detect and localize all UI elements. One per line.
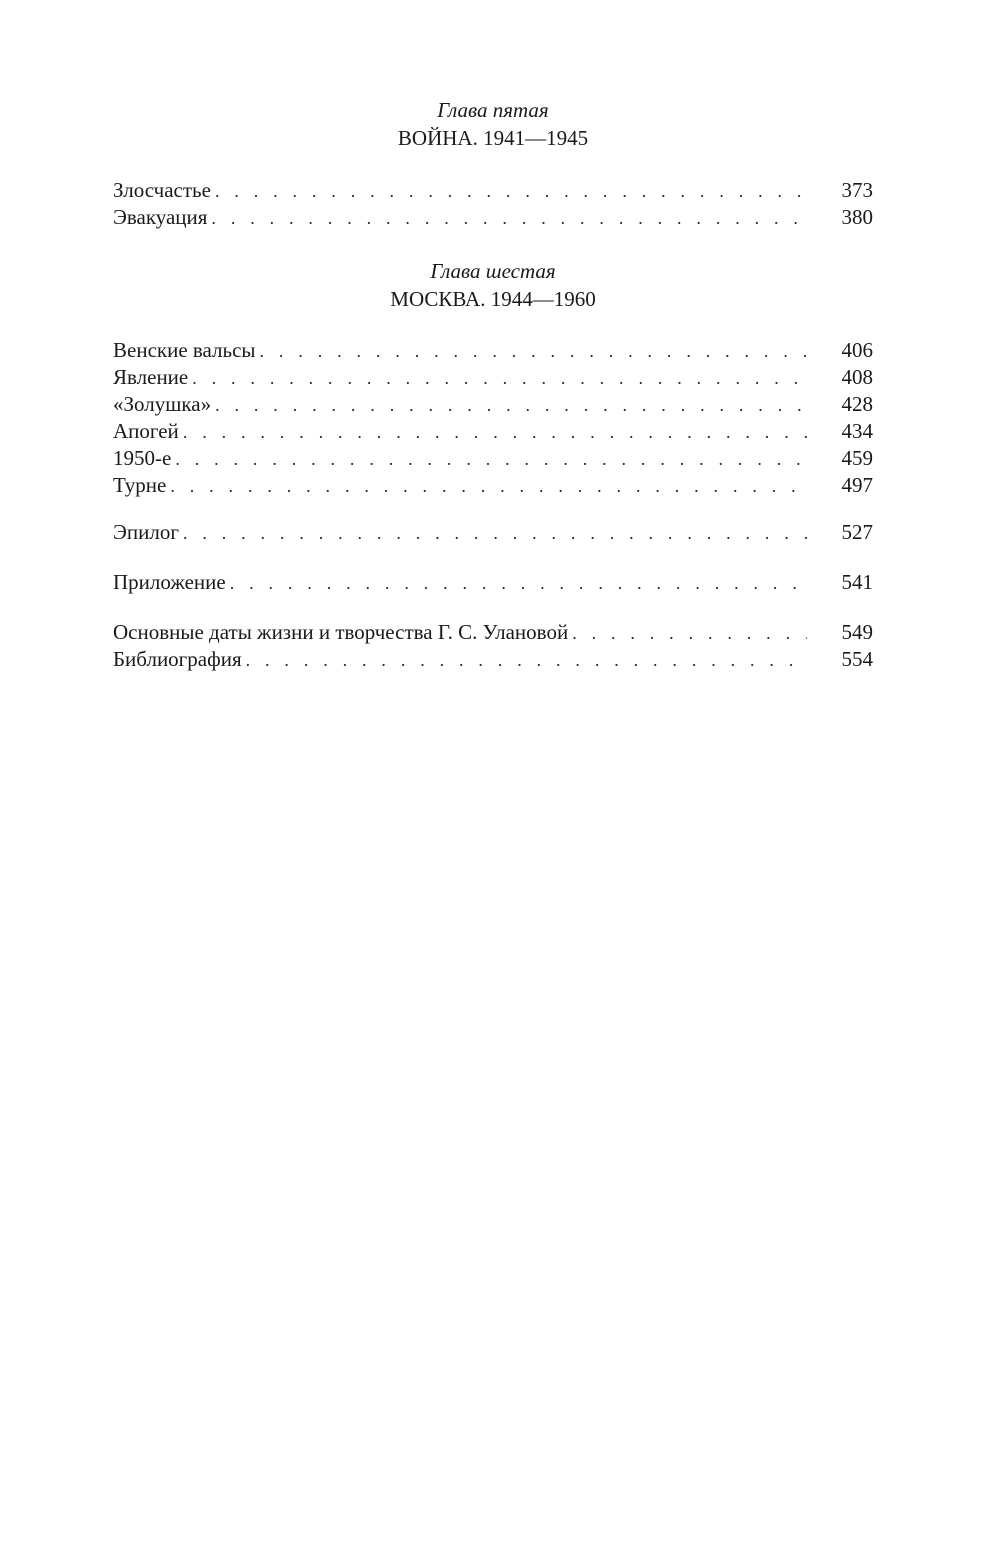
chapter-6-label: Глава шестая (430, 258, 556, 283)
toc-entry-page: 380 (841, 204, 873, 229)
toc-entry-page: 541 (841, 570, 873, 595)
toc-entry (113, 337, 873, 364)
chapter-5-label: Глава пятая (437, 98, 549, 122)
toc-entry-title: Апогей (113, 419, 179, 444)
chapter-5-title: ВОЙНА. 1941—1945 (397, 126, 589, 151)
chapter-5-heading (113, 96, 873, 153)
toc-entry-title: Явление (113, 365, 189, 390)
toc-entry-appendix (113, 569, 873, 596)
toc-entry (113, 204, 873, 231)
toc-entry-title: Турне (113, 473, 167, 498)
table-of-contents (113, 96, 873, 673)
toc-entry-page: 527 (841, 520, 873, 545)
dot-leader (170, 473, 807, 500)
chapter-5-entries (113, 177, 873, 231)
toc-entry-title: Злосчастье (113, 177, 211, 202)
toc-entry-title: Венские вальсы (113, 338, 256, 363)
back-matter-entries (113, 619, 873, 673)
dot-leader (260, 338, 807, 365)
toc-entry-epilogue (113, 519, 873, 546)
dot-leader (230, 570, 807, 597)
appendix-entries (113, 569, 873, 596)
toc-entry-page: 459 (841, 446, 873, 471)
dot-leader (183, 520, 807, 547)
toc-entry-title: Эпилог (113, 520, 179, 545)
toc-entry-title: «Золушка» (113, 392, 212, 417)
toc-entry-page: 554 (841, 647, 873, 672)
toc-entry-title: Библиография (113, 647, 242, 672)
dot-leader (246, 647, 807, 674)
dot-leader (572, 620, 807, 647)
chapter-6-heading (113, 257, 873, 314)
toc-entry-title: Приложение (113, 570, 226, 595)
toc-entry-page: 428 (841, 392, 873, 417)
dot-leader (192, 365, 807, 392)
dot-leader (215, 178, 807, 205)
chapter-6-title: МОСКВА. 1944—1960 (390, 287, 596, 312)
toc-entry (113, 391, 873, 418)
toc-entry (113, 445, 873, 472)
toc-entry (113, 646, 873, 673)
toc-entry-page: 408 (841, 365, 873, 390)
toc-entry (113, 418, 873, 445)
toc-entry (113, 472, 873, 499)
dot-leader (215, 392, 807, 419)
toc-entry-title: 1950-е (113, 446, 172, 471)
toc-entry-title: Эвакуация (113, 204, 208, 229)
dot-leader (183, 419, 807, 446)
chapter-6-entries (113, 337, 873, 499)
toc-entry-page: 406 (841, 338, 873, 363)
toc-entry (113, 177, 873, 204)
dot-leader (211, 205, 807, 232)
toc-entry-page: 434 (841, 419, 873, 444)
epilogue-entries (113, 519, 873, 546)
toc-entry-page: 549 (841, 620, 873, 645)
toc-entry-page: 373 (841, 177, 873, 202)
toc-entry (113, 619, 873, 646)
toc-entry (113, 364, 873, 391)
toc-entry-title: Основные даты жизни и творчества Г. С. Улановой (113, 620, 569, 645)
toc-entry-page: 497 (841, 473, 873, 498)
dot-leader (175, 446, 807, 473)
